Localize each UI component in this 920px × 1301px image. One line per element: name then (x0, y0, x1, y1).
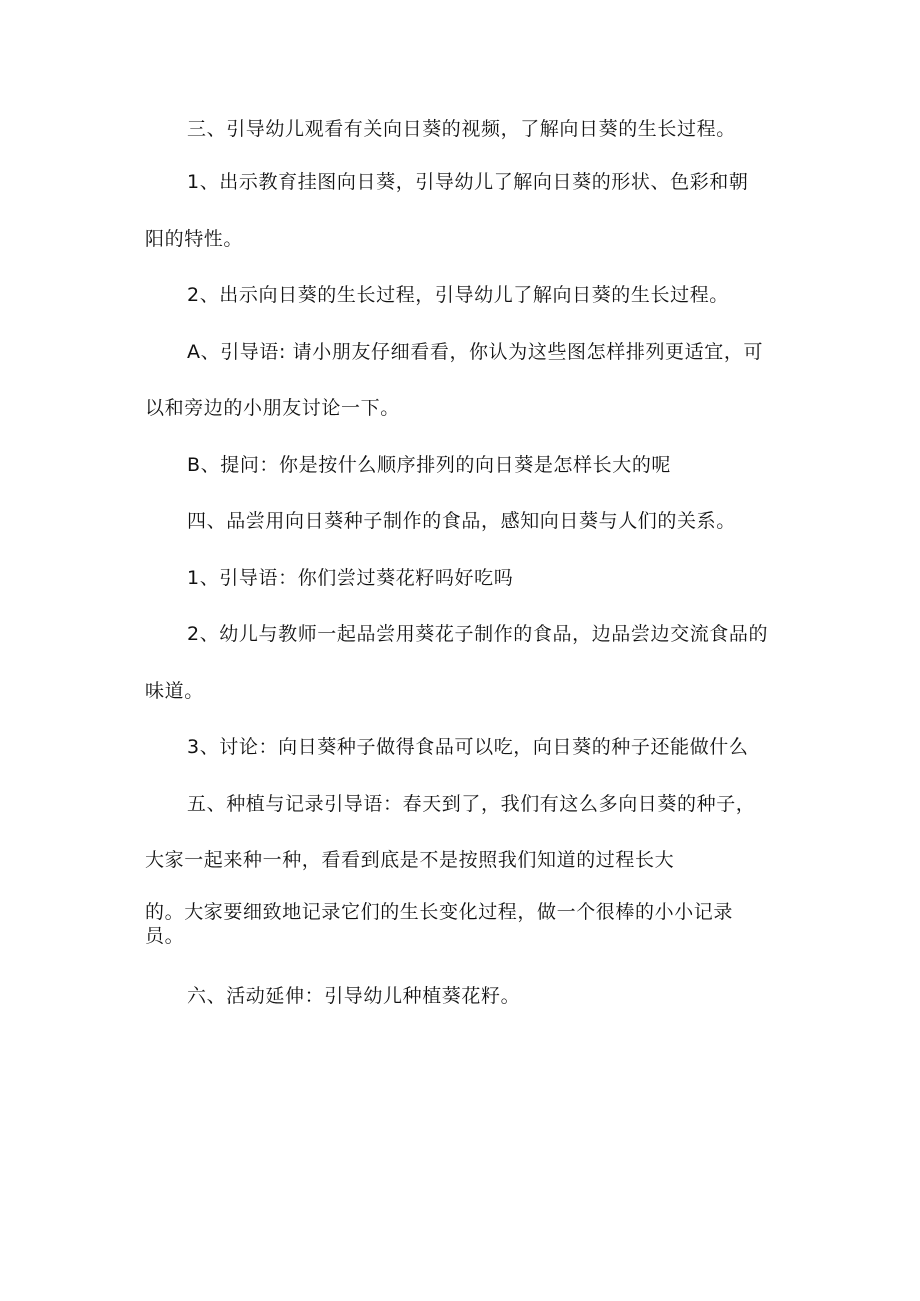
section-5-line-1: 五、种植与记录引导语：春天到了，我们有这么多向日葵的种子， (187, 793, 756, 815)
paragraph-3-1-line-2: 阳的特性。 (145, 228, 244, 250)
section-5-line-4: 员。 (145, 925, 185, 947)
paragraph-3-2: 2、出示向日葵的生长过程，引导幼儿了解向日葵的生长过程。 (187, 284, 729, 306)
paragraph-3-2-a-line-2: 以和旁边的小朋友讨论一下。 (145, 397, 400, 419)
section-4-heading: 四、品尝用向日葵种子制作的食品，感知向日葵与人们的关系。 (187, 510, 736, 532)
paragraph-3-2-b: B、提问：你是按什么顺序排列的向日葵是怎样长大的呢 (187, 454, 672, 476)
paragraph-4-2-line-1: 2、幼儿与教师一起品尝用葵花子制作的食品，边品尝边交流食品的 (187, 623, 769, 645)
paragraph-3-1-line-1: 1、出示教育挂图向日葵，引导幼儿了解向日葵的形状、色彩和朝 (187, 171, 749, 193)
paragraph-4-2-line-2: 味道。 (145, 680, 204, 702)
paragraph-4-1: 1、引导语：你们尝过葵花籽吗好吃吗 (187, 567, 514, 589)
section-3-heading: 三、引导幼儿观看有关向日葵的视频，了解向日葵的生长过程。 (187, 118, 736, 140)
paragraph-3-2-a-line-1: A、引导语: 请小朋友仔细看看，你认为这些图怎样排列更适宜，可 (187, 341, 764, 363)
section-5-line-3: 的。大家要细致地记录它们的生长变化过程，做一个很棒的小小记录 (145, 901, 734, 923)
section-5-line-2: 大家一起来种一种，看看到底是不是按照我们知道的过程长大 (145, 849, 675, 871)
section-6-heading: 六、活动延伸：引导幼儿种植葵花籽。 (187, 985, 521, 1007)
paragraph-4-3: 3、讨论：向日葵种子做得食品可以吃，向日葵的种子还能做什么 (187, 736, 749, 758)
